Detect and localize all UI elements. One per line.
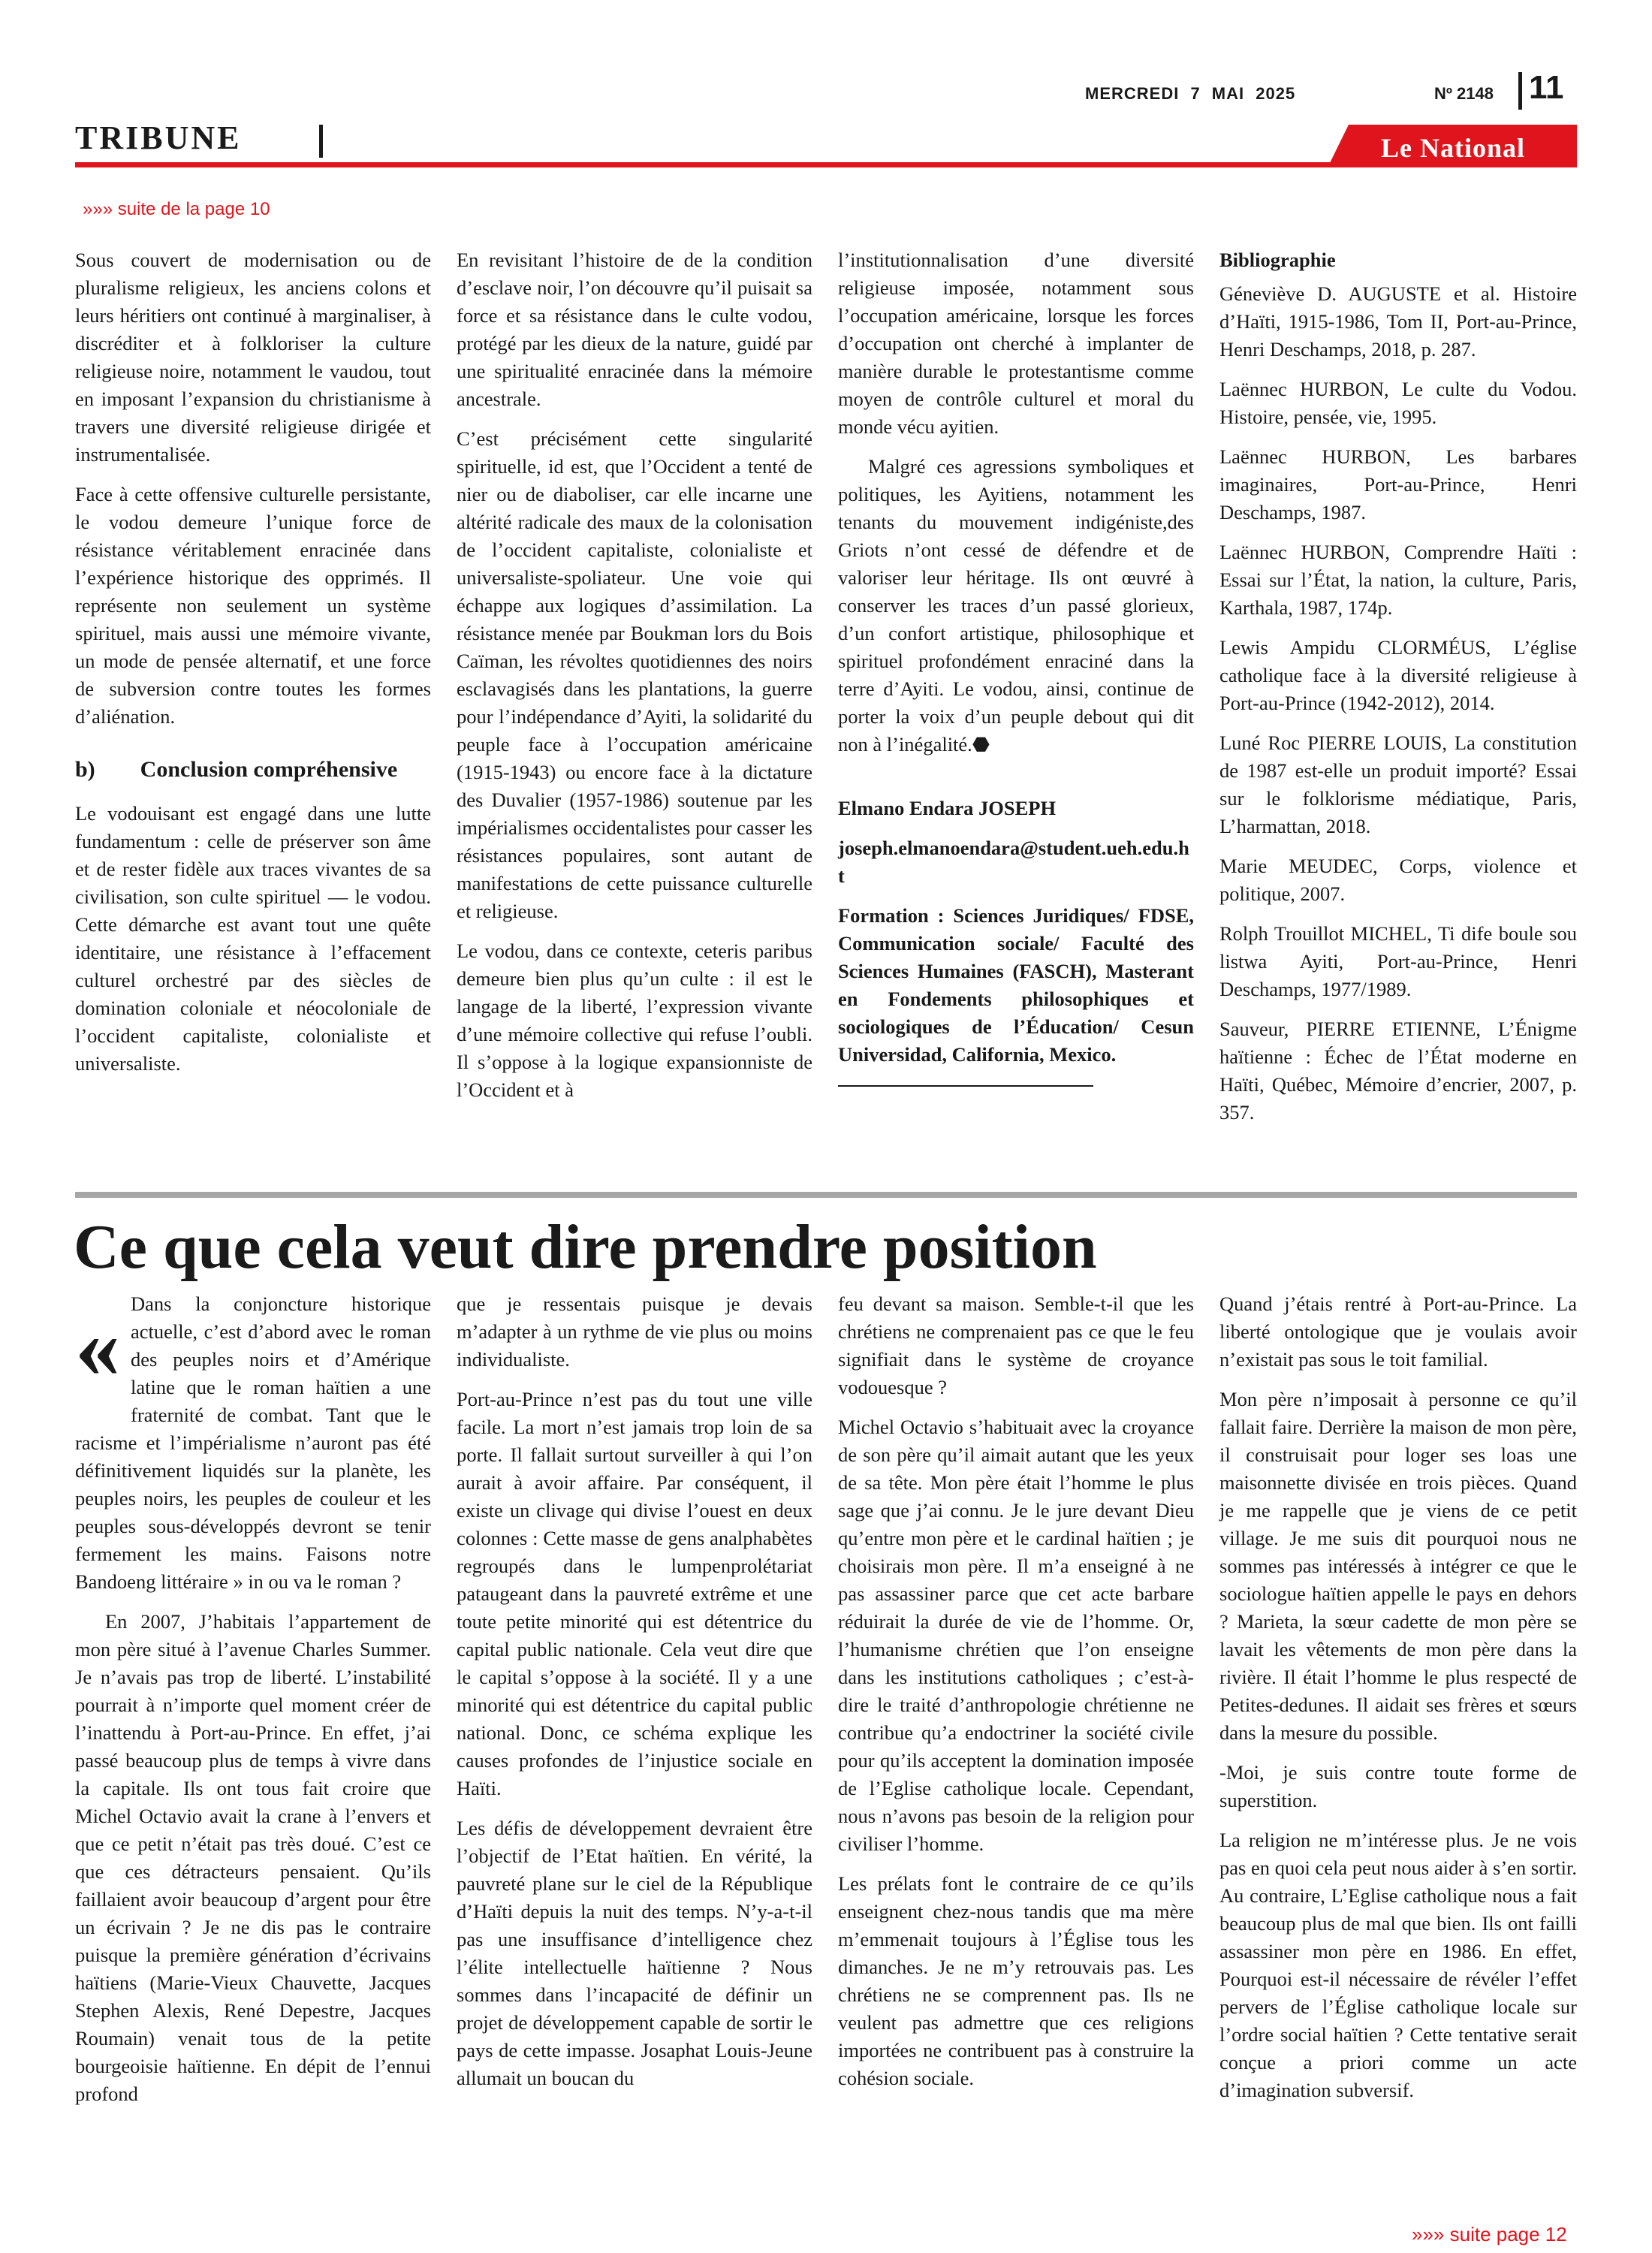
paragraph: feu devant sa maison. Semble-t-il que les chrétiens ne comprenaient pas ce que le feu signifiait dans le système de croyance vodouesque ? — [838, 1292, 1194, 1398]
article2-column-2 — [457, 1290, 812, 2104]
bibliography-entry: Laënnec HURBON, Le culte du Vodou. Histoire, pensée, vie, 1995. — [1219, 378, 1577, 428]
bibliography — [1219, 246, 1577, 1139]
paragraph: Les défis de développement devraient être l’objectif de l’Etat haïtien. En vérité, la pauvreté plane sur le ciel de la République d’Haïti depuis la nuit des temps. N’y-a-t-il pas une insuffisance d’intelligence chez l’élite intellectuelle haïtienne ? Nous sommes dans l’incapacité de définir un projet de développement capable de sortir le pays de cette impasse. Josaphat Louis-Jeune allumait un boucan du — [457, 1817, 812, 2089]
paragraph: En 2007, J’habitais l’appartement de mon père situé à l’avenue Charles Summer. Je n’avais pas trop de liberté. L’instabilité pourrait à n’importe quel moment créer de l’inattendu à Port-au-Prince. En effet, j’ai passé beaucoup plus de temps à vivre dans la capitale. Ils ont tous fait croire que Michel Octavio avait la crane à l’envers et que ce petit n’était pas très doué. C’est ce que ces détracteurs pensaient. Qu’ils faillaient avoir beaucoup d’argent pour être un écrivain ? Je ne dis pas le contraire puisque la première génération d’écrivains haïtiens (Marie-Vieux Chauvette, Jacques Stephen Alexis, René Depestre, Jacques Roumain) venait tous de la petite bourgeoisie haïtienne. En dépit de l’ennui profond — [75, 1610, 431, 2105]
paragraph: La religion ne m’intéresse plus. Je ne vois pas en quoi cela peut nous aider à s’en sortir. Au contraire, L’Eglise catholique nous a fait beaucoup plus de mal que bien. Ils ont failli assassiner mon père en 1986. En effet, Pourquoi est-il nécessaire de révéler l’effet pervers de l’Église catholique locale sur l’ordre social haïtien ? Cette tentative serait conçue a priori comme un acte d’imagination subversif. — [1219, 1829, 1577, 2101]
masthead-name: Le National — [1380, 133, 1525, 163]
paragraph: Michel Octavio s’habituait avec la croyance de son père qu’il aimait autant que les yeux de sa tête. Mon père était l’homme le plus sage que j’ai connu. Je le jure devant Dieu qu’entre mon père et le cardinal haïtien ; je choisirais mon père. Il m’a enseigné à ne pas assassiner parce que cet acte barbare réduirait la durée de vie de l’homme. Or, l’humanisme chrétien que l’on enseigne dans les institutions catholiques ; c’est-à-dire le traité d’anthropologie chrétienne ne contribue qu’a endoctriner la société civile pour qu’ils acceptent la domination imposée de l’Eglise catholique locale. Cependant, nous n’avons pas besoin de la religion pour civiliser l’homme. — [838, 1416, 1194, 1855]
signature-rule — [838, 1085, 1093, 1087]
bibliography-title: Bibliographie — [1219, 249, 1336, 271]
bibliography-entry: Lewis Ampidu CLORMÉUS, L’église catholique face à la diversité religieuse à Port-au-Prince (1942-2012), 2014. — [1219, 636, 1577, 714]
paragraph — [838, 453, 1194, 759]
article1-column-2 — [457, 246, 812, 1116]
article2-headline: Ce que cela veut dire prendre position — [74, 1212, 1097, 1282]
paragraph: Face à cette offensive culturelle persistante, le vodou demeure l’unique force de résistance véritablement enracinée dans l’expérience historique des opprimés. Il représente non seulement un système spirituel, mais aussi une mémoire vivante, un mode de pensée alternatif, et une force de subversion contre toutes les formes d’aliénation. — [75, 483, 431, 728]
end-mark-icon: ⬣ — [972, 733, 990, 756]
article1-column-3 — [838, 246, 1194, 1087]
author-formation: Formation : Sciences Juridiques/ FDSE, Communication sociale/ Faculté des Sciences Humaines (FASCH), Masterant en Fondements philosophiques et sociologiques de l’Éducation/ Cesun Universidad, California, Mexico. — [838, 904, 1194, 1066]
author-name: Elmano Endara JOSEPH — [838, 797, 1057, 819]
paragraph-text: Malgré ces agressions symboliques et politiques, les Ayitiens, notamment les tenants du mouvement indigéniste,des Griots n’ont cessé de défendre et de valoriser leur héritage. Ils ont œuvré à conserver les traces d’un passé glorieux, d’un confort artistique, philosophique et spirituel profondément enraciné dans la terre d’Ayiti. Le vodou, ainsi, continue de porter la voix d’un peuple debout qui dit non à l’inégalité. — [838, 455, 1194, 756]
paragraph: Dans la conjoncture historique actuelle, c’est d’abord avec le roman des peuples noirs et d’Amérique latine que le roman haïtien a une fraternité de combat. Tant que le racisme et l’impérialisme n’auront pas été définitivement liquidés sur la planète, les peuples noirs, les peuples de couleur et les peuples sous-développés devront se tenir fermement les mains. Faisons notre Bandoeng littéraire » in ou va le roman ? — [75, 1292, 431, 1593]
section-title: TRIBUNE — [75, 119, 242, 156]
bibliography-entry: Marie MEUDEC, Corps, violence et politique, 2007. — [1219, 855, 1577, 905]
author-email[interactable]: joseph.elmanoendara@student.ueh.edu.ht — [838, 837, 1189, 887]
section-divider — [319, 125, 323, 158]
bibliography-entry: Sauveur, PIERRE ETIENNE, L’Énigme haïtienne : Échec de l’État moderne en Haïti, Québec, Mémoire d’encrier, 2007, p. 357. — [1219, 1018, 1577, 1123]
issue-number: Nº 2148 — [1434, 84, 1494, 103]
bibliography-entry: Laënnec HURBON, Les barbares imaginaires, Port-au-Prince, Henri Deschamps, 1987. — [1219, 445, 1577, 523]
paragraph: Les prélats font le contraire de ce qu’ils enseignent chez-nous tandis que ma mère m’emmenait toujours à l’Église tous les dimanches. Je ne m’y retrouvais pas. Les chrétiens ne se comprennent pas. Ils ne veulent pas admettre que ces religions importées ne contribuent pas à construire la cohésion sociale. — [838, 1872, 1194, 2089]
bibliography-entry: Luné Roc PIERRE LOUIS, La constitution de 1987 est-elle un produit importé? Essai sur le folklorisme médiatique, Paris, L’harmattan, 2018. — [1219, 731, 1577, 837]
continued-from-label: »»» suite de la page 10 — [83, 199, 270, 219]
paragraph: l’institutionnalisation d’une diversité religieuse imposée, notamment sous l’occupation américaine, lorsque les forces d’occupation ont cherché à implanter de manière durable le protestantisme comme moyen de contrôle culturel et moral du monde vécu ayitien. — [838, 249, 1194, 438]
paragraph: Port-au-Prince n’est pas du tout une ville facile. La mort n’est jamais trop loin de sa porte. Il fallait surtout surveiller à qui l’on aurait à avoir affaire. Par conséquent, il existe un clivage qui divise l’ouest en deux colonnes : Cette masse de gens analphabètes regroupés dans le lumpenprolétariat pataugeant dans la pauvreté extrême et une toute petite minorité qui est détentrice du capital public nationale. Cela veut dire que le capital s’oppose à la société. Il y a une minorité qui est détentrice du capital public national. Donc, ce schéma explique les causes profondes de l’injustice sociale en Haïti. — [457, 1388, 812, 1799]
article2-column-3 — [838, 1290, 1194, 2104]
article1-column-1 — [75, 246, 431, 1090]
paragraph: que je ressentais puisque je devais m’adapter à un rythme de vie plus ou moins individualiste. — [457, 1292, 812, 1371]
paragraph: Le vodouisant est engagé dans une lutte fundamentum : celle de préserver son âme et de rester fidèle aux traces vivantes de sa civilisation, son culte spirituel — le vodou. Cette démarche est avant tout une quête identitaire, une résistance à l’effacement culturel orchestré par des siècles de domination coloniale et néocoloniale de l’occident capitaliste, colonialiste et universaliste. — [75, 802, 431, 1075]
paragraph: Mon père n’imposait à personne ce qu’il fallait faire. Derrière la maison de mon père, il construisait pour loger ses loas une maisonnette divisée en trois pièces. Quand je me rappelle que je viens de ce petit village. Je me suis dit pourquoi nous ne sommes pas intéressés à intégrer ce que le sociologue haïtien appelle le pays en dehors ? Marieta, la sœur cadette de mon père se lavait les vêtements de mon père dans la rivière. Il était l’homme le plus respecté de Petites-dedunes. Il aidait ses frères et sœurs dans la mesure du possible. — [1219, 1388, 1577, 1744]
article-separator — [75, 1192, 1577, 1198]
paragraph: Le vodou, dans ce contexte, ceteris paribus demeure bien plus qu’un culte : il est le langage de la liberté, l’expression vivante d’une mémoire collective qui refuse l’oubli. Il s’oppose à la logique expansionniste de l’Occident et à — [457, 940, 812, 1101]
header-divider — [1518, 72, 1522, 110]
continued-on-link[interactable]: »»» suite page 12 — [1412, 2223, 1567, 2245]
page-number: 11 — [1529, 69, 1564, 106]
paragraph: Sous couvert de modernisation ou de pluralisme religieux, les anciens colons et leurs héritiers ont continué à marginaliser, à discréditer et à folkloriser la culture religieuse noire, notamment le vaudou, tout en imposant l’expansion du christianisme à travers une diversité religieuse dirigée et instrumentalisée. — [75, 249, 431, 466]
quote-icon: « — [75, 1296, 120, 1396]
bibliography-entry: Géneviève D. AUGUSTE et al. Histoire d’Haïti, 1915-1986, Tom II, Port-au-Prince, Henri Deschamps, 2018, p. 287. — [1219, 282, 1577, 360]
bibliography-entry: Laënnec HURBON, Comprendre Haïti : Essai sur l’État, la nation, la culture, Paris, Karthala, 1987, 174p. — [1219, 541, 1577, 619]
article2-column-4 — [1219, 1290, 1577, 2116]
paragraph: -Moi, je suis contre toute forme de superstition. — [1219, 1761, 1577, 1811]
paragraph: En revisitant l’histoire de de la condition d’esclave noir, l’on découvre qu’il puisait sa force et sa résistance dans le culte vodou, protégé par les dieux de la nature, guidé par une spiritualité enracinée dans la mémoire ancestrale. — [457, 249, 812, 410]
paragraph: C’est précisément cette singularité spirituelle, id est, que l’Occident a tenté de nier ou de diaboliser, car elle incarne une altérité radicale des maux de la colonisation de l’occident capitaliste, colonialiste et universaliste-spoliateur. Une voie qui échappe aux logiques d’assimilation. La résistance menée par Boukman lors du Bois Caïman, les révoltes quotidiennes des noirs esclavagisés dans les plantations, la guerre pour l’indépendance d’Ayiti, la solidarité du peuple face à l’occupation américaine (1915-1943) ou encore face à la dictature des Duvalier (1957-1986) soutenue par les impérialismes occidentalistes pour casser les résistances populaires, sont autant de manifestations de cette puissance culturelle et religieuse. — [457, 427, 812, 922]
article2-column-1 — [75, 1290, 431, 2120]
issue-date: MERCREDI 7 MAI 2025 — [1085, 84, 1296, 103]
quote-mark — [75, 1290, 131, 1403]
bibliography-entry: Rolph Trouillot MICHEL, Ti dife boule sou listwa Ayiti, Port-au-Prince, Henri Deschamps, 1977/1989. — [1219, 922, 1577, 1000]
conclusion-heading: b) Conclusion compréhensive — [75, 757, 398, 782]
paragraph: Quand j’étais rentré à Port-au-Prince. La liberté ontologique que je voulais avoir n’existait pas sous le toit familial. — [1219, 1292, 1577, 1371]
